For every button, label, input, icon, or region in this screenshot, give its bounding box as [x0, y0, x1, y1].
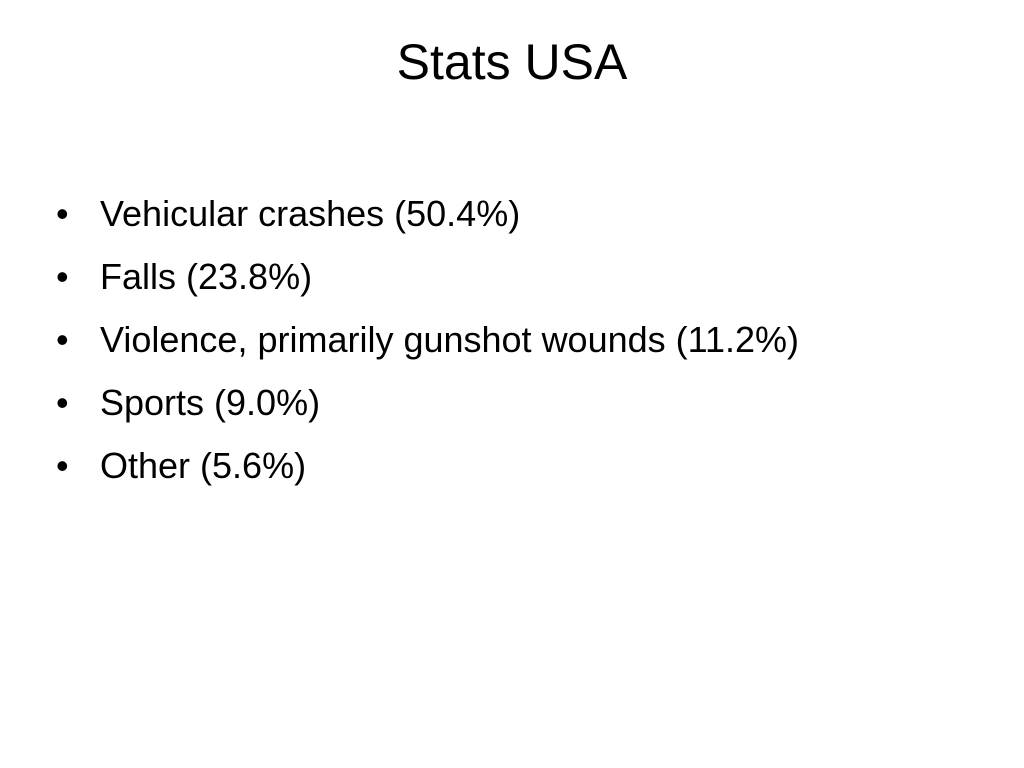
bullet-icon: • [56, 382, 69, 423]
bullet-icon: • [56, 445, 69, 486]
list-item-text: Violence, primarily gunshot wounds (11.2%) [100, 319, 800, 360]
bullet-icon: • [56, 319, 69, 360]
list-item-text: Vehicular crashes (50.4%) [100, 193, 521, 234]
list-item-text: Falls (23.8%) [100, 256, 313, 297]
bullet-icon: • [56, 193, 69, 234]
list-item [56, 312, 856, 367]
list-item [56, 375, 856, 430]
bullet-icon: • [56, 256, 69, 297]
list-item-text: Other (5.6%) [100, 445, 307, 486]
list-item [56, 438, 856, 493]
list-item-text: Sports (9.0%) [100, 382, 321, 423]
bullet-list [56, 186, 856, 501]
list-item [56, 186, 856, 241]
slide-title: Stats USA [396, 34, 628, 90]
list-item [56, 249, 856, 304]
